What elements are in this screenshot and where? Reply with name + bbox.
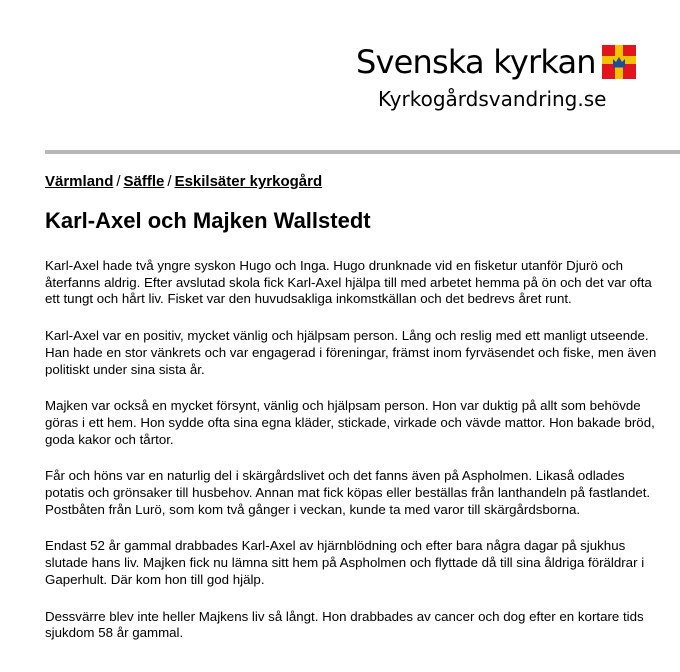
breadcrumb [45, 172, 322, 192]
article-paragraph: Endast 52 år gammal drabbades Karl-Axel av hjärnblödning och efter bara några dagar på sjukhus slutade hans liv. Majken fick nu lämna sitt hem på Aspholmen och flyttade då till sina åldriga föräldrar i Gaperhult. Där kom hon till god hjälp. [45, 538, 645, 587]
breadcrumb-separator: / [116, 173, 121, 190]
brand-name: Svenska kyrkan [356, 43, 596, 81]
breadcrumb-separator: / [167, 173, 172, 190]
site-domain[interactable]: Kyrkogårdsvandring.se [378, 87, 607, 111]
article-paragraph: Får och höns var en naturlig del i skärgårdslivet och det fanns även på Aspholmen. Likaså odlades potatis och grönsaker till husbehov. Annan mat fick köpas eller beställas från lanthandeln på fastlandet. Postbåten från Lurö, som kom två gånger i veckan, kunde ta med varor till skärgårdsborna. [45, 468, 651, 517]
brand-logo[interactable] [356, 42, 636, 82]
article-paragraph: Dessvärre blev inte heller Majkens liv så långt. Hon drabbades av cancer och dog efter en kortare tids sjukdom 58 år gammal. [45, 608, 644, 641]
church-cross-crown-icon [602, 45, 636, 79]
header-divider [45, 150, 680, 154]
site-header [0, 0, 680, 150]
article-paragraph: Majken var också en mycket försynt, vänlig och hjälpsam person. Hon var duktig på allt som behövde göras i ett hem. Hon sydde ofta sina egna kläder, stickade, virkade och vävde mattor. Hon bakade bröd, goda kakor och tårtor. [45, 398, 655, 447]
article-paragraph: Karl-Axel hade två yngre syskon Hugo och Inga. Hugo drunknade vid en fisketur utanför Djurö och återfanns aldrig. Efter avslutad skola fick Karl-Axel hjälpa till med arbetet hemma på ön och det var ofta ett tungt och hårt liv. Fisket var den huvudsakliga inkomstkällan och det bedrevs året runt. [45, 258, 652, 307]
breadcrumb-link-eskilsater-kyrkogard[interactable]: Eskilsäter kyrkogård [174, 173, 323, 190]
breadcrumb-link-varmland[interactable]: Värmland [45, 173, 114, 190]
article-body [45, 258, 665, 662]
page-title: Karl-Axel och Majken Wallstedt [45, 208, 371, 233]
article-paragraph: Karl-Axel var en positiv, mycket vänlig och hjälpsam person. Lång och reslig med ett manligt utseende. Han hade en stor vänkrets och var engagerad i föreningar, främst inom fyrväsendet och fiske, men även politiskt under sina sista år. [45, 328, 657, 377]
breadcrumb-link-saffle[interactable]: Säffle [123, 173, 165, 190]
